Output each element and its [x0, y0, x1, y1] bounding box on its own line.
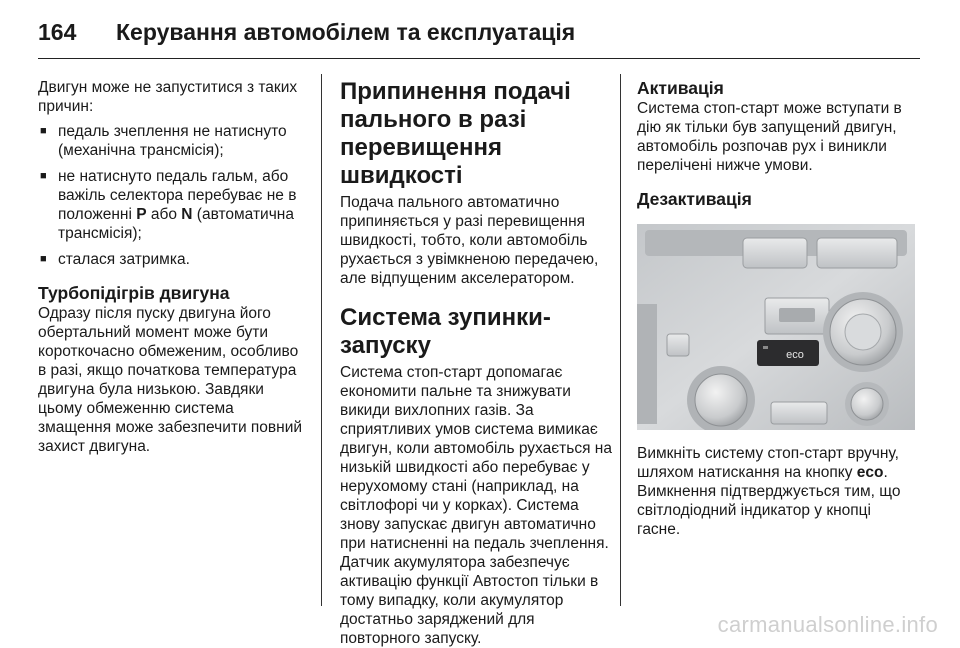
- watermark: carmanualsonline.info: [717, 612, 938, 637]
- gear-n-label: N: [181, 206, 193, 223]
- deactivation-text: Вимкніть систему стоп-старт вручну, шляхом натискання на кнопку eco. Вимкнення підтверджується тим, що світлодіодний індикатор у кнопці гасне.: [637, 445, 901, 538]
- eco-button-label: eco: [786, 349, 804, 361]
- page-header: [38, 12, 575, 52]
- fuel-cutoff-heading: Припинення подачі пального в разі перевищення швидкості: [340, 78, 571, 189]
- list-item: ■ не натиснуто педаль гальм, або важіль селектора перебуває не в положенні P або N (автоматична трансмісія);: [38, 167, 310, 243]
- list-item: ■ педаль зчеплення не натиснуто (механічна трансмісія);: [38, 122, 310, 160]
- column-right: [637, 78, 912, 539]
- stop-start-text: Система стоп-старт допомагає економити пальне та знижувати викиди вихлопних газів. За сприятливих умов система вимикає двигун, коли автомобіль рухається на низькій швидкості або перебуває у нерухомому стані (наприклад, на світлофорі чи у корках). Система знову запускає двигун автоматично при натисненні на педаль зчеплення. Датчик акумулятора забезпечує активацію функції Автостоп тільки в тому випадку, коли акумулятор достатньо заряджений для повторного запуску.: [340, 364, 612, 647]
- turbo-text: Одразу після пуску двигуна його обертальний момент може бути короткочасно обмеженим, особливо в разі, якщо початкова температура двигуна була низькою. Завдяки цьому обмеженню система змащення може забезпечити повний захист двигуна.: [38, 305, 303, 455]
- deactivation-heading: Дезактивація: [637, 189, 752, 209]
- eco-button: [757, 340, 819, 366]
- turbo-heading: Турбопідігрів двигуна: [38, 283, 230, 303]
- activation-heading: Активація: [637, 78, 724, 98]
- fuel-cutoff-text: Подача пального автоматично припиняється у разі перевищення швидкості, тобто, коли автомобіль рухається з увімкненою передачею, але відпущеним акселератором.: [340, 194, 599, 287]
- page-number: 164: [38, 18, 77, 45]
- reasons-list: [38, 122, 310, 269]
- intro-text: Двигун може не запуститися з таких причин:: [38, 79, 298, 115]
- column-middle: [340, 78, 615, 648]
- column-left: [38, 78, 310, 456]
- list-item: ■ сталася затримка.: [38, 250, 310, 269]
- eco-inline-label: eco: [856, 464, 884, 481]
- page-title: Керування автомобілем та експлуатація: [116, 18, 576, 45]
- gear-p-label: P: [136, 206, 147, 223]
- column-divider-1: [321, 74, 322, 606]
- car-climate-panel-illustration: [637, 224, 915, 430]
- stop-start-heading: Система зупинки-запуску: [340, 304, 551, 359]
- header-rule: [38, 58, 920, 59]
- activation-text: Система стоп-старт може вступати в дію як тільки був запущений двигун, автомобіль розпочав рух і виникли перелічені нижче умови.: [637, 100, 902, 174]
- column-divider-2: [620, 74, 621, 606]
